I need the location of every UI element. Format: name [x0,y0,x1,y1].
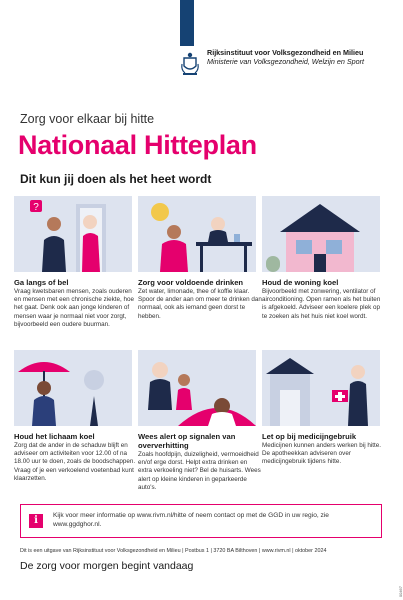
card-1-text: Vraag kwetsbaren mensen, zoals ouderen en mensen met een chronische ziekte, hoe het gaat. Denk ook aan jonge kinderen of mensen waar je normaal niet voor zorgt, bijvoorbeeld een oudere buurman. [14,288,135,328]
motto: De zorg voor morgen begint vandaag [20,560,194,572]
info-box [20,504,382,538]
card-3-title: Houd de woning koel [262,278,339,287]
organisation-block [207,48,397,66]
svg-text:?: ? [33,202,39,213]
ministry-name: Ministerie van Volksgezondheid, Welzijn en Sport [207,57,365,66]
rijksoverheid-logo-bar [180,0,194,46]
card-5-illustration [138,350,256,426]
document-code: 00467 [398,586,403,598]
card-5-text: Zoals hoofdpijn, duizeligheid, vermoeidheid en/of erge dorst. Helpt extra drinken en extra verkoeling niet? Bel de huisarts. Wees alert op kleine kinderen in geparkeerde auto's. [138,451,261,491]
info-text[interactable]: Kijk voor meer informatie op www.rivm.nl/hitte of neem contact op met de GGD in uw regio, zie www.ggdghor.nl. [53,512,329,528]
card-2-text: Zet water, limonade, thee of koffie klaar. Spoor de ander aan om meer te drinken dan normaal, ook als iemand geen dorst te hebben. [138,288,262,320]
card-4-text: Zorg dat de ander in de schaduw blijft en adviseer om activiteiten voor 12.00 of na 18.00 uur te doen, zoals de boodschappen. Vraag of je een verkoelend voetenbad kunt klaarzetten. [14,442,136,482]
info-icon: i [29,514,43,528]
card-6-text: Medicijnen kunnen anders werken bij hitte. De apotheekkan adviseren over medicijngebruik tijdens hitte. [262,442,382,466]
card-4-illustration [14,350,132,426]
org-name: Rijksinstituut voor Volksgezondheid en Milieu [207,48,364,57]
publisher-line: Dit is een uitgave van Rijksinstituut voor Volksgezondheid en Milieu | Postbus 1 | 3720 BA Bilthoven | www.rivm.nl | oktober 2024 [20,548,327,554]
subtitle: Zorg voor elkaar bij hitte [20,112,155,126]
rijkswapen-emblem-icon [180,50,200,76]
page-title: Nationaal Hitteplan [18,130,257,160]
card-2-illustration [138,196,256,272]
card-6-title: Let op bij medicijngebruik [262,432,357,441]
card-1-illustration [14,196,132,272]
card-6-illustration [262,350,380,426]
card-3-text: Bijvoorbeeld met zonwering, ventilator of airconditioning. Open ramen als het buiten is afgekoeld. Adviseer een koelere plek op te zoeken als het huis niet koel wordt. [262,288,381,320]
card-1-title: Ga langs of bel [14,278,69,287]
card-2-title: Zorg voor voldoende drinken [138,278,244,287]
card-4-title: Houd het lichaam koel [14,432,95,441]
card-5-title: Wees alert op signalen van oververhitting [138,432,236,450]
tagline: Dit kun jij doen als het heet wordt [20,172,212,186]
card-3-illustration [262,196,380,272]
